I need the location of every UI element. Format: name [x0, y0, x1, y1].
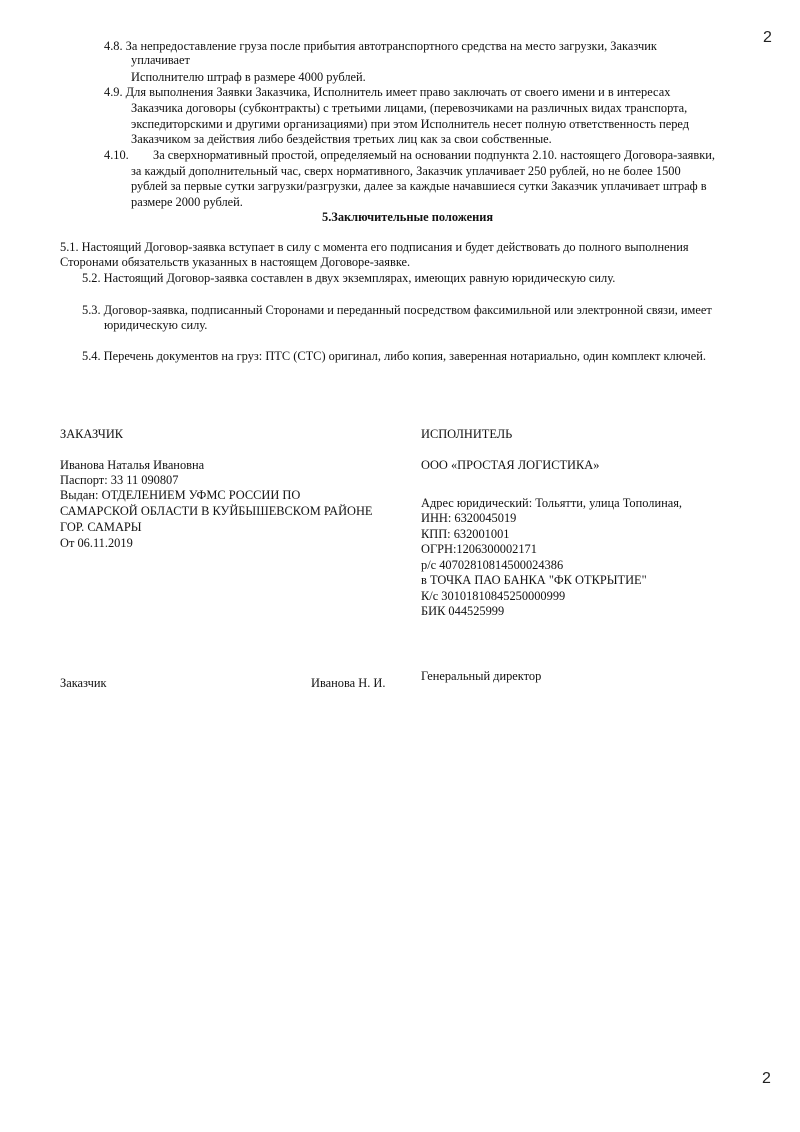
section-5-heading: 5.Заключительные положения [322, 210, 494, 224]
clause-4-8-line1: 4.8. За непредоставление груза после прибытия автотранспортного средства на место загрузки, Заказчик [104, 39, 657, 53]
customer-date: От 06.11.2019 [60, 536, 133, 550]
customer-passport: Паспорт: 33 11 090807 [60, 473, 179, 487]
clause-5-3-line1: 5.3. Договор-заявка, подписанный Сторонами и переданный посредством факсимильной или электронной связи, имеет [82, 303, 712, 317]
customer-heading: ЗАКАЗЧИК [60, 427, 124, 441]
clause-4-8-line2: уплачивает [131, 53, 190, 67]
contractor-bank: в ТОЧКА ПАО БАНКА "ФК ОТКРЫТИЕ" [421, 573, 647, 587]
contractor-corr-account: К/с 30101810845250000999 [421, 589, 566, 603]
page-number-top: 2 [763, 29, 772, 46]
clause-4-9-line4: Заказчиком за действия либо бездействия третьих лиц как за свои собственные. [131, 132, 552, 146]
contractor-address: Адрес юридический: Тольятти, улица Тополиная, [421, 496, 683, 510]
contractor-kpp: КПП: 632001001 [421, 527, 510, 541]
clause-5-4: 5.4. Перечень документов на груз: ПТС (СТС) оригинал, либо копия, заверенная нотариально, один комплект ключей. [82, 349, 706, 363]
customer-issued-line1: Выдан: ОТДЕЛЕНИЕМ УФМС РОССИИ ПО [60, 488, 301, 502]
contractor-company: ООО «ПРОСТАЯ ЛОГИСТИКА» [421, 458, 600, 472]
clause-4-10-line4: размере 2000 рублей. [131, 195, 243, 209]
customer-issued-line2: САМАРСКОЙ ОБЛАСТИ В КУЙБЫШЕВСКОМ РАЙОНЕ [60, 504, 373, 518]
clause-5-1-line1: 5.1. Настоящий Договор-заявка вступает в силу с момента его подписания и будет действовать до полного выполнения [60, 240, 689, 254]
customer-name: Иванова Наталья Ивановна [60, 458, 205, 472]
clause-5-1-line2: Сторонами обязательств указанных в настоящем Договоре-заявке. [60, 255, 411, 269]
clause-5-2: 5.2. Настоящий Договор-заявка составлен в двух экземплярах, имеющих равную юридическую силу. [82, 271, 616, 285]
clause-4-10-line3: рублей за первые сутки загрузки/разгрузки, далее за каждые начавшиеся сутки Заказчик уплачивает штраф в [131, 179, 707, 193]
contractor-inn: ИНН: 6320045019 [421, 511, 517, 525]
contractor-ogrn: ОГРН:1206300002171 [421, 542, 537, 556]
page-number-bottom: 2 [762, 1070, 771, 1087]
clause-4-9-line2: Заказчика договоры (субконтракты) с третьими лицами, (перевозчиками на различных видах транспорта, [131, 101, 688, 115]
clause-4-10-number: 4.10. [104, 148, 129, 162]
clause-5-3-line2: юридическую силу. [104, 318, 208, 332]
clause-4-9-line1: 4.9. Для выполнения Заявки Заказчика, Исполнитель имеет право заключать от своего имени и в интересах [104, 85, 671, 99]
signature-contractor-label: Генеральный директор [421, 669, 542, 683]
signature-customer-label: Заказчик [60, 676, 107, 690]
contractor-bik: БИК 044525999 [421, 604, 505, 618]
contractor-account: р/с 40702810814500024386 [421, 558, 564, 572]
clause-4-8-line3: Исполнителю штраф в размере 4000 рублей. [131, 70, 366, 84]
signature-customer-name: Иванова Н. И. [311, 676, 386, 690]
clause-4-9-line3: экспедиторскими и другими организациями) при этом Исполнитель несет полную ответственность перед [131, 117, 690, 131]
clause-4-10-line2: за каждый дополнительный час, сверх нормативного, Заказчик уплачивает 250 рублей, но не более 1500 [131, 164, 681, 178]
contractor-heading: ИСПОЛНИТЕЛЬ [421, 427, 513, 441]
clause-4-10-line1: За сверхнормативный простой, определяемый на основании подпункта 2.10. настоящего Договора-заявки, [153, 148, 715, 162]
customer-issued-line3: ГОР. САМАРЫ [60, 520, 142, 534]
